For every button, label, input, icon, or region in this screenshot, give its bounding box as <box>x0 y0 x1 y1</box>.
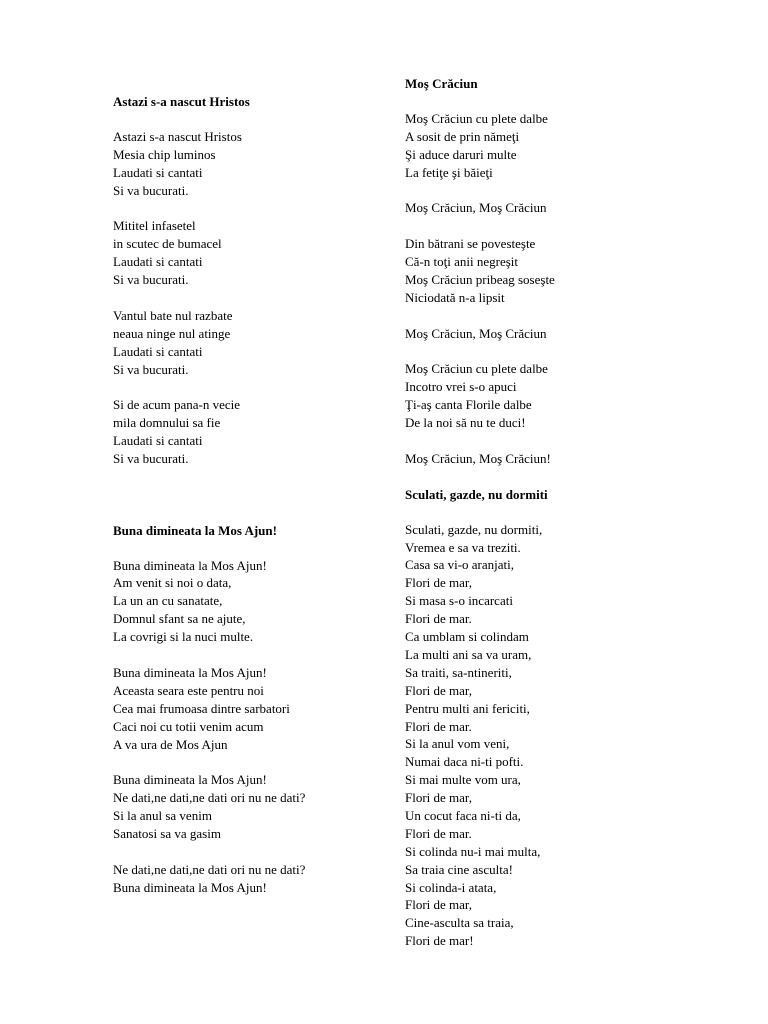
verse-line: Si colinda-i atata, <box>405 879 497 895</box>
verse-line: Si la anul vom veni, <box>405 736 510 752</box>
verse-line: neaua ninge nul atinge <box>113 325 231 341</box>
verse-line: Flori de mar! <box>405 933 474 949</box>
verse-line: Buna dimineata la Mos Ajun! <box>113 772 267 788</box>
verse-line: Niciodată n-a lipsit <box>405 289 505 305</box>
verse-line: Domnul sfant sa ne ajute, <box>113 611 246 627</box>
verse-line: Si va bucurati. <box>113 182 189 198</box>
stanza <box>405 450 725 468</box>
verse-line: Am venit si noi o data, <box>113 575 232 591</box>
verse-line: Astazi s-a nascut Hristos <box>113 129 242 144</box>
stanza <box>405 521 725 950</box>
stanza <box>113 861 373 897</box>
verse-line: Sculati, gazde, nu dormiti, <box>405 521 543 537</box>
verse-line: La multi ani sa va uram, <box>405 646 532 662</box>
verse-line: Moş Crăciun cu plete dalbe <box>405 111 548 126</box>
verse-line: Vantul bate nul razbate <box>113 307 233 323</box>
verse-line: Laudati si cantati <box>113 164 203 180</box>
verse-line: Mititel infasetel <box>113 218 196 234</box>
poem-title: Buna dimineata la Mos Ajun! <box>113 522 277 538</box>
stanza <box>405 110 725 182</box>
stanza <box>113 396 373 468</box>
verse-line: Şi aduce daruri multe <box>405 146 517 162</box>
verse-line: Moş Crăciun cu plete dalbe <box>405 361 548 377</box>
verse-line: Moş Crăciun pribeag soseşte <box>405 272 555 288</box>
stanza <box>405 325 725 343</box>
verse-line: Cea mai frumoasa dintre sarbatori <box>113 700 290 716</box>
verse-line: Că-n toţi anii negreşit <box>405 254 519 270</box>
left-column <box>113 93 373 897</box>
stanza <box>405 360 725 432</box>
verse-line: Buna dimineata la Mos Ajun! <box>113 664 267 680</box>
stanza <box>405 235 725 307</box>
verse-line: Moş Crăciun, Moş Crăciun <box>405 325 547 341</box>
verse-line: Laudati si cantati <box>113 433 203 449</box>
verse-line: Moş Crăciun, Moş Crăciun! <box>405 450 551 466</box>
poem-title: Moş Crăciun <box>405 76 478 91</box>
stanza <box>113 128 373 200</box>
verse-line: La fetiţe şi băieţi <box>405 164 493 180</box>
verse-line: Si la anul sa venim <box>113 808 212 824</box>
verse-line: Si mai multe vom ura, <box>405 772 521 788</box>
verse-line: Si colinda nu-i mai multa, <box>405 843 541 859</box>
verse-line: Sa traiti, sa-ntineriti, <box>405 664 512 680</box>
verse-line: Flori de mar, <box>405 575 472 591</box>
verse-line: Si va bucurati. <box>113 451 189 467</box>
verse-line: Si masa s-o incarcati <box>405 593 513 609</box>
stanza <box>113 771 373 843</box>
verse-line: Flori de mar. <box>405 718 472 734</box>
verse-line: Flori de mar, <box>405 897 472 913</box>
poem <box>405 75 725 468</box>
verse-line: Ne dati,ne dati,ne dati ori nu ne dati? <box>113 861 306 877</box>
verse-line: Flori de mar. <box>405 825 472 841</box>
poem <box>113 93 373 468</box>
verse-line: Ţi-aş canta Florile dalbe <box>405 397 532 413</box>
stanza <box>113 307 373 379</box>
right-column <box>405 75 725 950</box>
verse-line: Ca umblam si colindam <box>405 629 529 645</box>
verse-line: Buna dimineata la Mos Ajun! <box>113 879 267 895</box>
verse-line: Sanatosi sa va gasim <box>113 825 221 841</box>
verse-line: in scutec de bumacel <box>113 236 222 252</box>
verse-line: Din bătrani se povesteşte <box>405 236 536 252</box>
verse-line: A sosit de prin nămeţi <box>405 128 520 144</box>
verse-line: Moş Crăciun, Moş Crăciun <box>405 200 547 216</box>
verse-line: Numai daca ni-ti pofti. <box>405 754 524 770</box>
verse-line: Flori de mar, <box>405 682 472 698</box>
verse-line: Laudati si cantati <box>113 343 203 359</box>
verse-line: Laudati si cantati <box>113 254 203 270</box>
verse-line: La un an cu sanatate, <box>113 593 223 609</box>
poem <box>405 486 725 950</box>
verse-line: Sa traia cine asculta! <box>405 861 513 877</box>
verse-line: Si de acum pana-n vecie <box>113 397 241 413</box>
poem <box>113 522 373 897</box>
verse-line: Si va bucurati. <box>113 272 189 288</box>
verse-line: mila domnului sa fie <box>113 415 221 431</box>
poem-title: Sculati, gazde, nu dormiti <box>405 486 548 502</box>
stanza <box>405 199 725 217</box>
stanza <box>113 217 373 289</box>
verse-line: Buna dimineata la Mos Ajun! <box>113 557 267 573</box>
verse-line: Un cocut faca ni-ti da, <box>405 807 521 823</box>
verse-line: Incotro vrei s-o apuci <box>405 379 517 395</box>
verse-line: Mesia chip luminos <box>113 146 216 162</box>
verse-line: Pentru multi ani fericiti, <box>405 700 530 716</box>
verse-line: La covrigi si la nuci multe. <box>113 629 254 645</box>
verse-line: Aceasta seara este pentru noi <box>113 682 264 698</box>
stanza <box>113 664 373 753</box>
verse-line: Cine-asculta sa traia, <box>405 915 514 931</box>
verse-line: De la noi să nu te duci! <box>405 415 526 431</box>
verse-line: Si va bucurati. <box>113 361 189 377</box>
verse-line: Flori de mar. <box>405 611 472 627</box>
verse-line: Ne dati,ne dati,ne dati ori nu ne dati? <box>113 790 306 806</box>
verse-line: Vremea e sa va treziti. <box>405 539 521 555</box>
verse-line: Caci noi cu totii venim acum <box>113 718 264 734</box>
verse-line: Casa sa vi-o aranjati, <box>405 557 515 573</box>
poem-title: Astazi s-a nascut Hristos <box>113 94 250 109</box>
verse-line: A va ura de Mos Ajun <box>113 736 228 752</box>
stanza <box>113 557 373 646</box>
verse-line: Flori de mar, <box>405 790 472 806</box>
